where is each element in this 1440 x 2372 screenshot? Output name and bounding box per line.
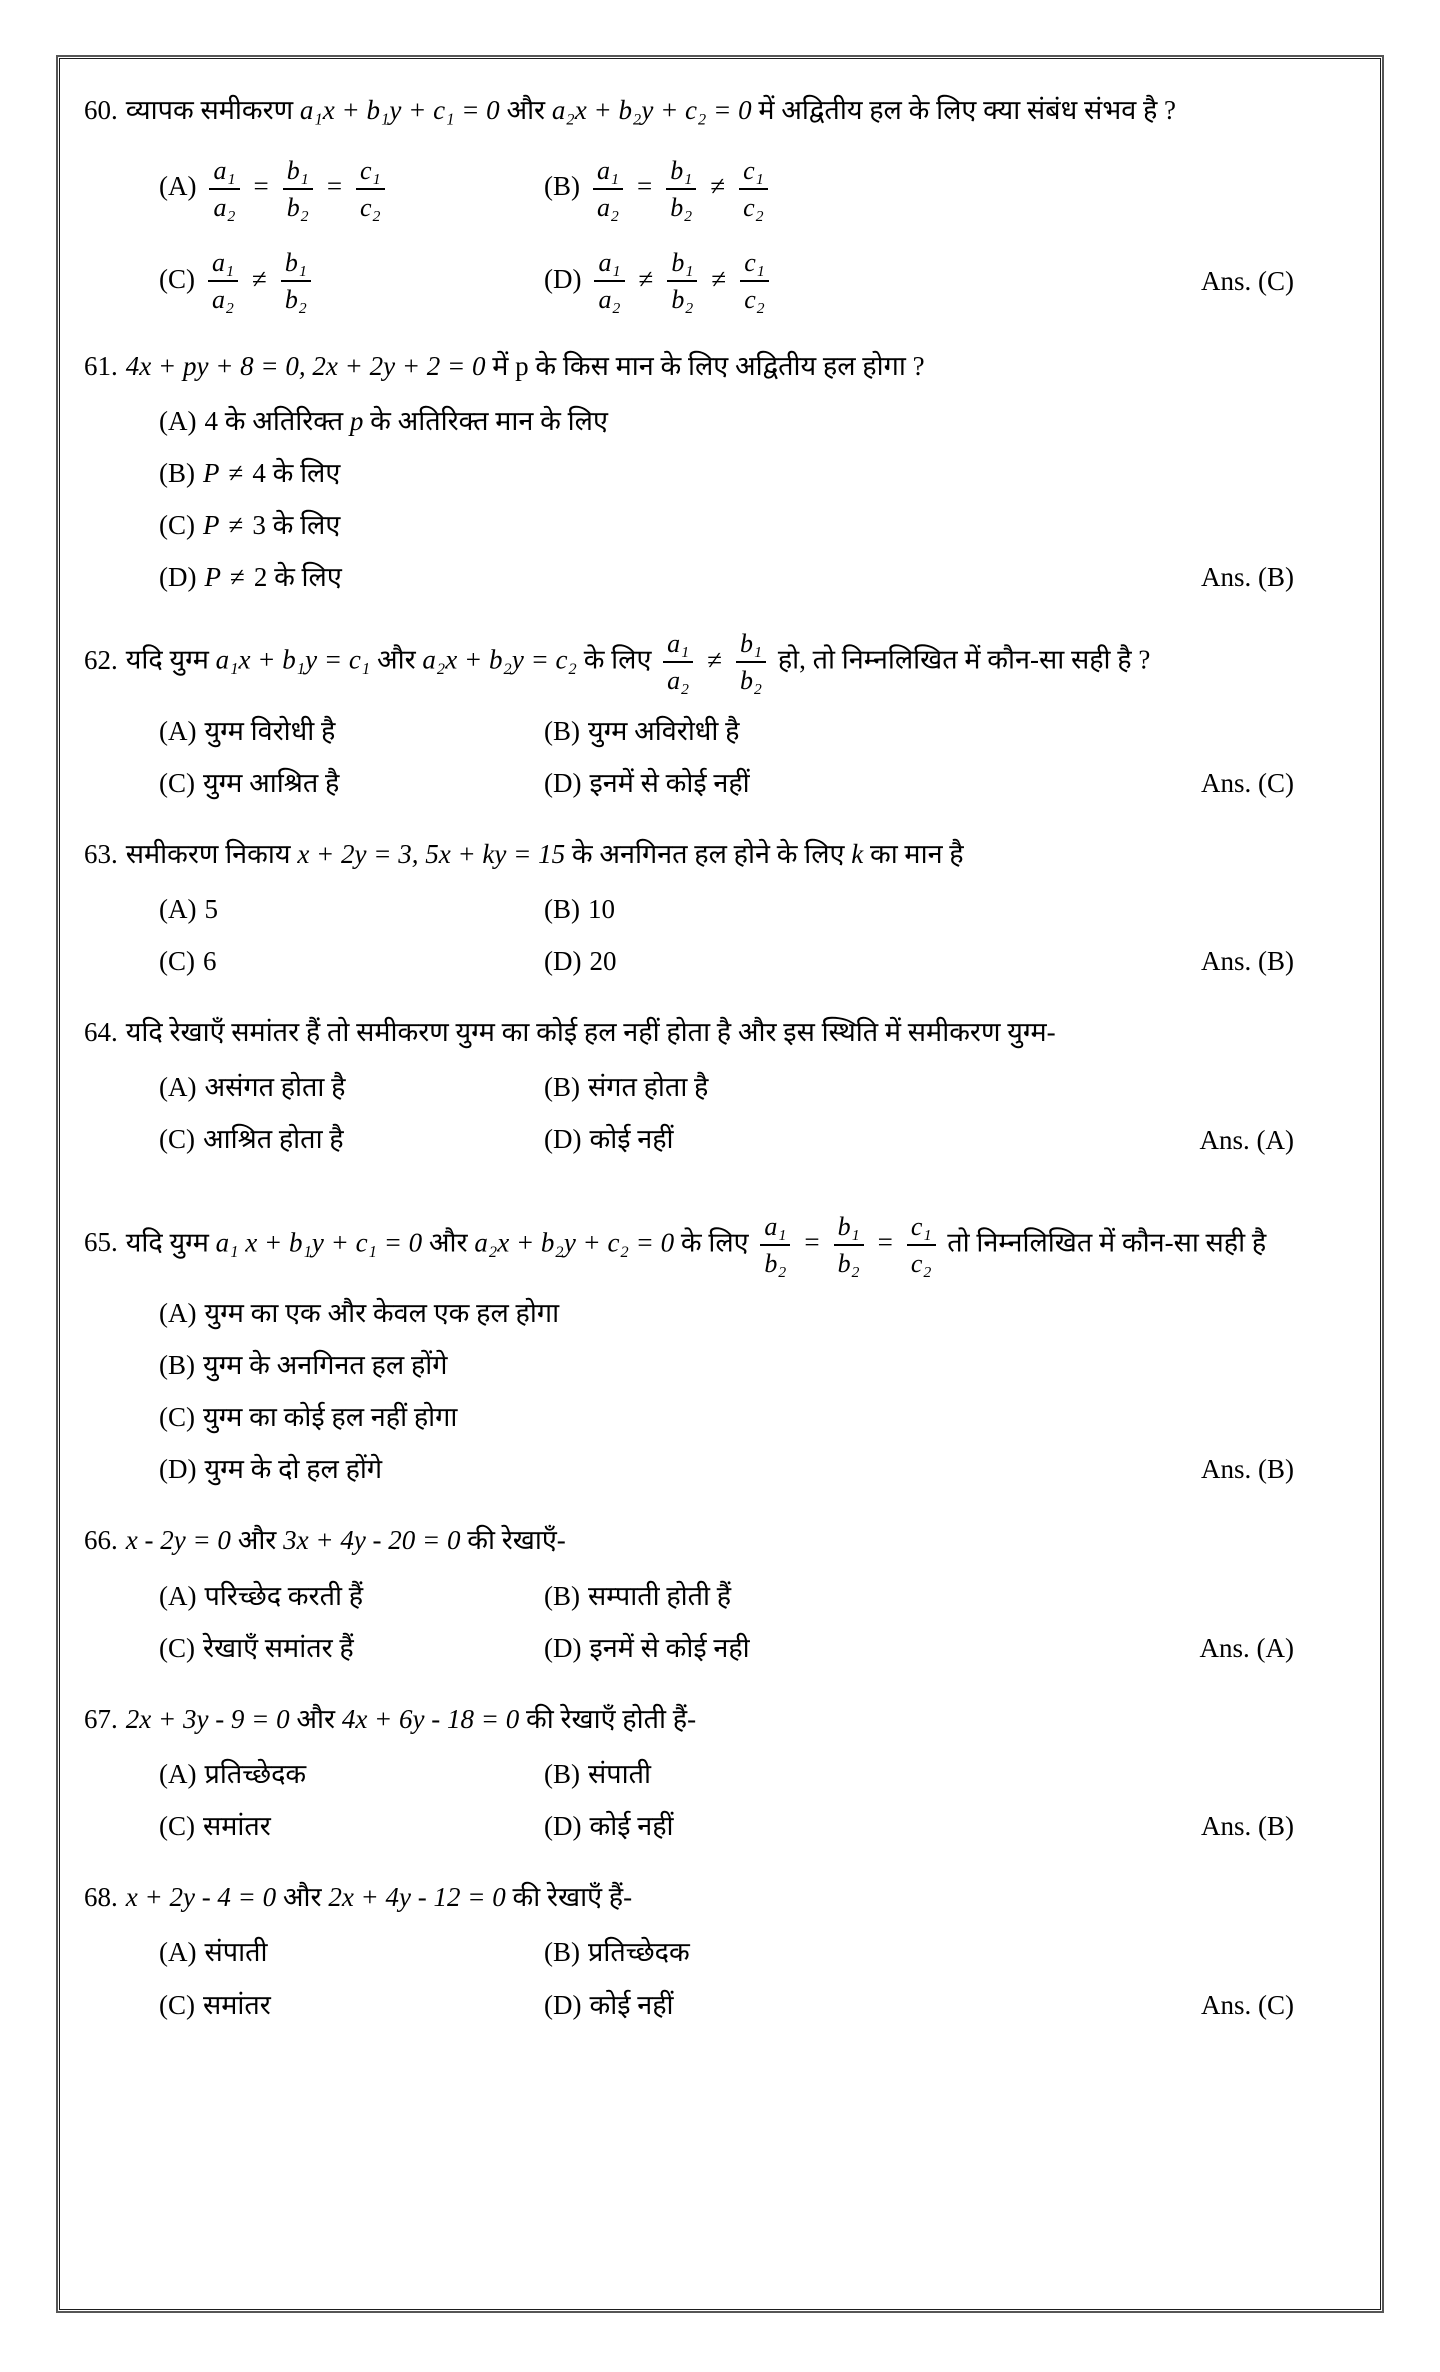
option-label: (D): [544, 1632, 582, 1663]
question-number: 67.: [84, 1703, 118, 1734]
numerator: b₁: [283, 156, 313, 190]
relation-symbol: =: [326, 171, 343, 202]
hindi-text: में अद्वितीय हल के लिए क्या संबंध संभव है ?: [751, 95, 1177, 125]
fraction: [760, 1212, 790, 1278]
relation-symbol: ≠: [711, 263, 727, 294]
option-label: (D): [544, 1124, 582, 1155]
math-expression: a₂x + b₂y = c₂: [422, 644, 577, 675]
question-stem: [84, 347, 1342, 386]
numerator: b₁: [736, 629, 766, 663]
option-label: (D): [544, 946, 582, 977]
option-C: [159, 1120, 544, 1159]
hindi-text: प्रतिच्छेदक: [588, 1937, 690, 1968]
option-C: [159, 1986, 544, 2025]
fraction: [208, 248, 238, 314]
options-row: [159, 506, 1342, 545]
hindi-text: और: [289, 1703, 342, 1734]
option-label: (A): [159, 1072, 197, 1103]
options-group: [159, 402, 1342, 598]
option-D: [159, 1450, 1157, 1489]
math-expression: x + 2y = 3, 5x + ky = 15: [297, 838, 566, 869]
option-B: [544, 1577, 1157, 1616]
question-66: [84, 1521, 1342, 1667]
denominator: b₂: [740, 666, 763, 696]
question-stem: [84, 629, 1342, 695]
denominator: c₂: [360, 193, 381, 223]
hindi-text: युग्म का एक और केवल एक हल होगा: [204, 1297, 560, 1328]
option-label: (A): [159, 1758, 197, 1789]
question-number: 61.: [84, 350, 118, 381]
question-stem: [84, 91, 1342, 130]
denominator: a₂: [597, 193, 620, 223]
option-C: [159, 248, 544, 314]
hindi-text: के लिए: [674, 1226, 756, 1257]
option-label: (C): [159, 1989, 195, 2020]
question-67: [84, 1700, 1342, 1846]
numerator: c₁: [739, 156, 768, 190]
options-row: [159, 1450, 1342, 1489]
answer-label: Ans. (A): [1199, 1632, 1294, 1663]
hindi-text: सम्पाती होती हैं: [588, 1580, 732, 1611]
hindi-text: की रेखाएँ हैं-: [505, 1882, 633, 1913]
options-group: [159, 1933, 1342, 2024]
options-row: [159, 454, 1342, 493]
option-D: [544, 764, 1157, 803]
option-label: (D): [544, 1989, 582, 2020]
option-B: [544, 1933, 1157, 1972]
options-row: [159, 1755, 1342, 1794]
denominator: c₂: [743, 193, 764, 223]
option-label: (A): [159, 1937, 197, 1968]
options-group: [159, 1755, 1342, 1846]
option-label: (B): [159, 1349, 195, 1380]
option-label: (A): [159, 171, 197, 202]
fraction: [283, 156, 313, 222]
options-row: [159, 890, 1342, 929]
hindi-text: और: [276, 1882, 329, 1913]
option-D: [159, 558, 1157, 597]
hindi-text: युग्म का कोई हल नहीं होगा: [203, 1402, 458, 1433]
answer-label: Ans. (B): [1201, 562, 1294, 593]
question-number: 62.: [84, 644, 118, 675]
fraction: [356, 156, 385, 222]
math-expression: x - 2y = 0: [125, 1525, 231, 1556]
option-label: (C): [159, 1632, 195, 1663]
questions-list: [84, 91, 1342, 2025]
hindi-text: के अतिरिक्त मान के लिए: [363, 405, 608, 436]
options-row: [159, 1629, 1342, 1668]
numerator: a₁: [209, 156, 239, 190]
hindi-text: की रेखाएँ-: [460, 1525, 566, 1556]
option-label: (A): [159, 1580, 197, 1611]
option-A: [159, 1294, 1157, 1333]
hindi-text: यदि रेखाएँ समांतर हैं तो समीकरण युग्म का कोई हल नहीं होता है और इस स्थिति में समीकरण युग्म-: [125, 1017, 1056, 1048]
hindi-text: कोई नहीं: [589, 1811, 674, 1842]
denominator: b₂: [284, 285, 307, 315]
option-label: (B): [544, 1937, 580, 1968]
options-row: [159, 1294, 1342, 1333]
relation-symbol: ≠: [229, 562, 245, 593]
document-page: [56, 55, 1384, 2313]
hindi-text: इनमें से कोई नही: [589, 1632, 750, 1663]
math-expression: a₂x + b₂y + c₂ = 0: [551, 95, 752, 125]
denominator: b₂: [286, 193, 309, 223]
options-row: [159, 712, 1342, 751]
option-B: [159, 454, 1157, 493]
answer-label: Ans. (B): [1201, 1454, 1294, 1485]
option-D: [544, 1629, 1157, 1668]
question-number: 66.: [84, 1525, 118, 1556]
hindi-text: में p के किस मान के लिए अद्वितीय हल होगा ?: [485, 350, 925, 381]
hindi-text: तो निम्नलिखित में कौन-सा सही है: [940, 1226, 1267, 1257]
option-A: [159, 1755, 544, 1794]
fraction: [736, 629, 766, 695]
hindi-text: युग्म विरोधी है: [204, 715, 336, 746]
hindi-text: संपाती: [204, 1937, 268, 1968]
question-stem: [84, 1878, 1342, 1917]
hindi-text: 3 के लिए: [252, 510, 341, 540]
fraction: [209, 156, 239, 222]
math-expression: a₁ x + b₁y + c₁ = 0: [215, 1226, 423, 1257]
relation-symbol: ≠: [252, 263, 267, 294]
hindi-text: संपाती: [588, 1758, 651, 1789]
math-expression: P: [204, 562, 221, 593]
option-D: [544, 1986, 1157, 2025]
hindi-text: के अनगिनत हल होने के लिए: [565, 838, 852, 869]
option-C: [159, 1629, 544, 1668]
relation-symbol: =: [804, 1226, 820, 1257]
option-D: [544, 1120, 1157, 1159]
options-row: [159, 1346, 1342, 1385]
answer-label: Ans. (C): [1201, 1989, 1294, 2020]
hindi-text: परिच्छेद करती हैं: [204, 1580, 364, 1611]
numerator: a₁: [593, 156, 623, 190]
question-stem: [84, 1700, 1342, 1739]
hindi-text: और: [499, 95, 552, 125]
fraction: [594, 248, 624, 314]
numerator: b₁: [666, 156, 696, 190]
option-label: (B): [544, 893, 580, 924]
numerator: a₁: [760, 1212, 790, 1246]
hindi-text: यदि युग्म: [125, 1226, 216, 1257]
hindi-text: युग्म अविरोधी है: [588, 715, 740, 746]
hindi-text: आश्रित होता है: [203, 1124, 344, 1155]
option-D: [544, 1807, 1157, 1846]
relation-symbol: ≠: [228, 457, 244, 488]
math-expression: x + 2y - 4 = 0: [125, 1882, 277, 1913]
question-60: [84, 91, 1342, 315]
numerator: b₁: [834, 1212, 864, 1246]
option-B: [544, 156, 1157, 222]
hindi-text: समांतर: [203, 1811, 271, 1842]
question-stem: [84, 1212, 1342, 1278]
hindi-text: 4 के अतिरिक्त: [204, 405, 350, 436]
math-expression: 4x + py + 8 = 0, 2x + 2y + 2 = 0: [125, 350, 486, 381]
relation-symbol: =: [637, 171, 653, 202]
question-stem: [84, 1521, 1342, 1560]
math-expression: P: [203, 457, 220, 488]
option-label: (C): [159, 510, 195, 540]
denominator: a₂: [667, 666, 690, 696]
math-expression: 3x + 4y - 20 = 0: [283, 1525, 461, 1556]
denominator: c₂: [744, 285, 765, 315]
options-row: [159, 1933, 1342, 1972]
option-label: (D): [544, 1811, 582, 1842]
option-label: (D): [544, 263, 582, 294]
options-group: [159, 1294, 1342, 1490]
fraction: [907, 1212, 936, 1278]
option-label: (C): [159, 946, 195, 977]
options-row: [159, 942, 1342, 981]
question-61: [84, 347, 1342, 598]
answer-label: Ans. (B): [1201, 1811, 1294, 1842]
page-border: [59, 58, 1381, 2310]
hindi-text: और: [370, 644, 423, 675]
option-C: [159, 1398, 1157, 1437]
math-expression: 2x + 3y - 9 = 0: [125, 1703, 290, 1734]
option-A: [159, 890, 544, 929]
math-expression: k: [851, 838, 864, 869]
numerator: a₁: [663, 629, 693, 663]
options-row: [159, 156, 1342, 222]
option-C: [159, 1807, 544, 1846]
hindi-text: युग्म आश्रित है: [203, 767, 340, 798]
denominator: b₂: [670, 193, 693, 223]
relation-symbol: ≠: [228, 510, 244, 540]
answer-label: Ans. (C): [1201, 767, 1294, 798]
options-row: [159, 1807, 1342, 1846]
options-row: [159, 1068, 1342, 1107]
option-B: [544, 1755, 1157, 1794]
option-B: [159, 1346, 1157, 1385]
hindi-text: युग्म के अनगिनत हल होंगे: [203, 1349, 448, 1380]
fraction: [663, 629, 693, 695]
question-68: [84, 1878, 1342, 2024]
denominator: a₂: [212, 285, 235, 315]
relation-symbol: ≠: [638, 263, 654, 294]
question-64: [84, 1013, 1342, 1159]
hindi-text: हो, तो निम्नलिखित में कौन-सा सही है ?: [771, 644, 1151, 675]
math-expression: p: [349, 405, 364, 436]
option-label: (A): [159, 405, 197, 436]
relation-symbol: ≠: [707, 644, 723, 675]
question-62: [84, 629, 1342, 803]
options-group: [159, 156, 1342, 314]
hindi-text: की रेखाएँ होती हैं-: [519, 1703, 697, 1734]
hindi-text: रेखाएँ समांतर हैं: [203, 1632, 354, 1663]
hindi-text: 2 के लिए: [253, 562, 342, 593]
hindi-text: इनमें से कोई नहीं: [589, 767, 750, 798]
question-stem: [84, 835, 1342, 874]
option-C: [159, 942, 544, 981]
relation-symbol: =: [877, 1226, 893, 1257]
option-D: [544, 942, 1157, 981]
denominator: a₂: [598, 285, 621, 315]
options-group: [159, 712, 1342, 803]
options-row: [159, 558, 1342, 597]
option-label: (C): [159, 263, 195, 294]
hindi-text: 5: [204, 893, 218, 924]
question-number: 63.: [84, 838, 118, 869]
hindi-text: और: [230, 1525, 284, 1556]
options-group: [159, 1577, 1342, 1668]
answer-label: Ans. (C): [1201, 265, 1294, 296]
option-label: (A): [159, 715, 197, 746]
hindi-text: के लिए: [576, 644, 659, 675]
hindi-text: और: [422, 1226, 475, 1257]
math-expression: 4x + 6y - 18 = 0: [341, 1703, 520, 1734]
hindi-text: 10: [588, 893, 615, 924]
options-row: [159, 1577, 1342, 1616]
options-row: [159, 1398, 1342, 1437]
question-63: [84, 835, 1342, 981]
denominator: b₂: [764, 1248, 787, 1278]
hindi-text: 6: [203, 946, 217, 977]
numerator: c₁: [740, 248, 769, 282]
relation-symbol: =: [253, 171, 269, 202]
option-A: [159, 156, 544, 222]
options-row: [159, 764, 1342, 803]
denominator: a₂: [213, 193, 236, 223]
numerator: a₁: [208, 248, 238, 282]
option-label: (B): [159, 457, 195, 488]
hindi-text: कोई नहीं: [589, 1124, 674, 1155]
option-D: [544, 248, 1157, 314]
math-expression: a₁x + b₁y + c₁ = 0: [299, 95, 500, 125]
options-group: [159, 1068, 1342, 1159]
option-label: (C): [159, 1811, 195, 1842]
math-expression: P: [203, 510, 220, 540]
option-C: [159, 506, 1157, 545]
option-B: [544, 890, 1157, 929]
options-row: [159, 402, 1342, 441]
option-C: [159, 764, 544, 803]
fraction: [834, 1212, 864, 1278]
option-A: [159, 402, 1157, 441]
hindi-text: कोई नहीं: [589, 1989, 674, 2020]
numerator: b₁: [281, 248, 311, 282]
fraction: [740, 248, 769, 314]
option-A: [159, 1933, 544, 1972]
option-label: (B): [544, 1072, 580, 1103]
option-label: (D): [544, 767, 582, 798]
question-stem: [84, 1013, 1342, 1052]
hindi-text: समीकरण निकाय: [125, 838, 298, 869]
options-row: [159, 1986, 1342, 2025]
option-label: (C): [159, 1402, 195, 1433]
option-label: (D): [159, 1454, 197, 1485]
answer-label: Ans. (B): [1201, 946, 1294, 977]
option-B: [544, 712, 1157, 751]
option-label: (A): [159, 893, 197, 924]
options-row: [159, 1120, 1342, 1159]
relation-symbol: ≠: [710, 171, 726, 202]
hindi-text: संगत होता है: [588, 1072, 709, 1103]
fraction: [667, 248, 697, 314]
options-row: [159, 248, 1342, 314]
option-B: [544, 1068, 1157, 1107]
option-label: (C): [159, 767, 195, 798]
option-A: [159, 712, 544, 751]
option-label: (B): [544, 715, 580, 746]
fraction: [739, 156, 768, 222]
math-expression: a₁x + b₁y = c₁: [215, 644, 371, 675]
math-expression: a₂x + b₂y + c₂ = 0: [474, 1226, 675, 1257]
question-number: 64.: [84, 1017, 118, 1048]
question-number: 65.: [84, 1226, 118, 1257]
option-A: [159, 1068, 544, 1107]
options-group: [159, 890, 1342, 981]
hindi-text: यदि युग्म: [125, 644, 216, 675]
hindi-text: व्यापक समीकरण: [125, 95, 300, 125]
option-label: (B): [544, 1758, 580, 1789]
question-65: [84, 1212, 1342, 1490]
hindi-text: 4 के लिए: [252, 457, 341, 488]
answer-label: Ans. (A): [1199, 1124, 1294, 1155]
fraction: [281, 248, 311, 314]
option-label: (A): [159, 1297, 197, 1328]
denominator: b₂: [671, 285, 694, 315]
numerator: c₁: [907, 1212, 936, 1246]
numerator: a₁: [594, 248, 624, 282]
option-A: [159, 1577, 544, 1616]
numerator: b₁: [667, 248, 697, 282]
hindi-text: का मान है: [863, 838, 964, 869]
option-label: (C): [159, 1124, 195, 1155]
option-label: (D): [159, 562, 197, 593]
fraction: [666, 156, 696, 222]
hindi-text: 20: [589, 946, 617, 977]
option-label: (B): [544, 171, 580, 202]
hindi-text: युग्म के दो हल होंगे: [204, 1454, 383, 1485]
question-number: 60.: [84, 95, 118, 125]
denominator: b₂: [837, 1248, 860, 1278]
numerator: c₁: [356, 156, 385, 190]
hindi-text: समांतर: [203, 1989, 271, 2020]
fraction: [593, 156, 623, 222]
question-number: 68.: [84, 1882, 118, 1913]
math-expression: 2x + 4y - 12 = 0: [328, 1882, 506, 1913]
option-label: (B): [544, 1580, 580, 1611]
denominator: c₂: [910, 1248, 932, 1278]
hindi-text: प्रतिच्छेदक: [204, 1758, 307, 1789]
hindi-text: असंगत होता है: [204, 1072, 346, 1103]
